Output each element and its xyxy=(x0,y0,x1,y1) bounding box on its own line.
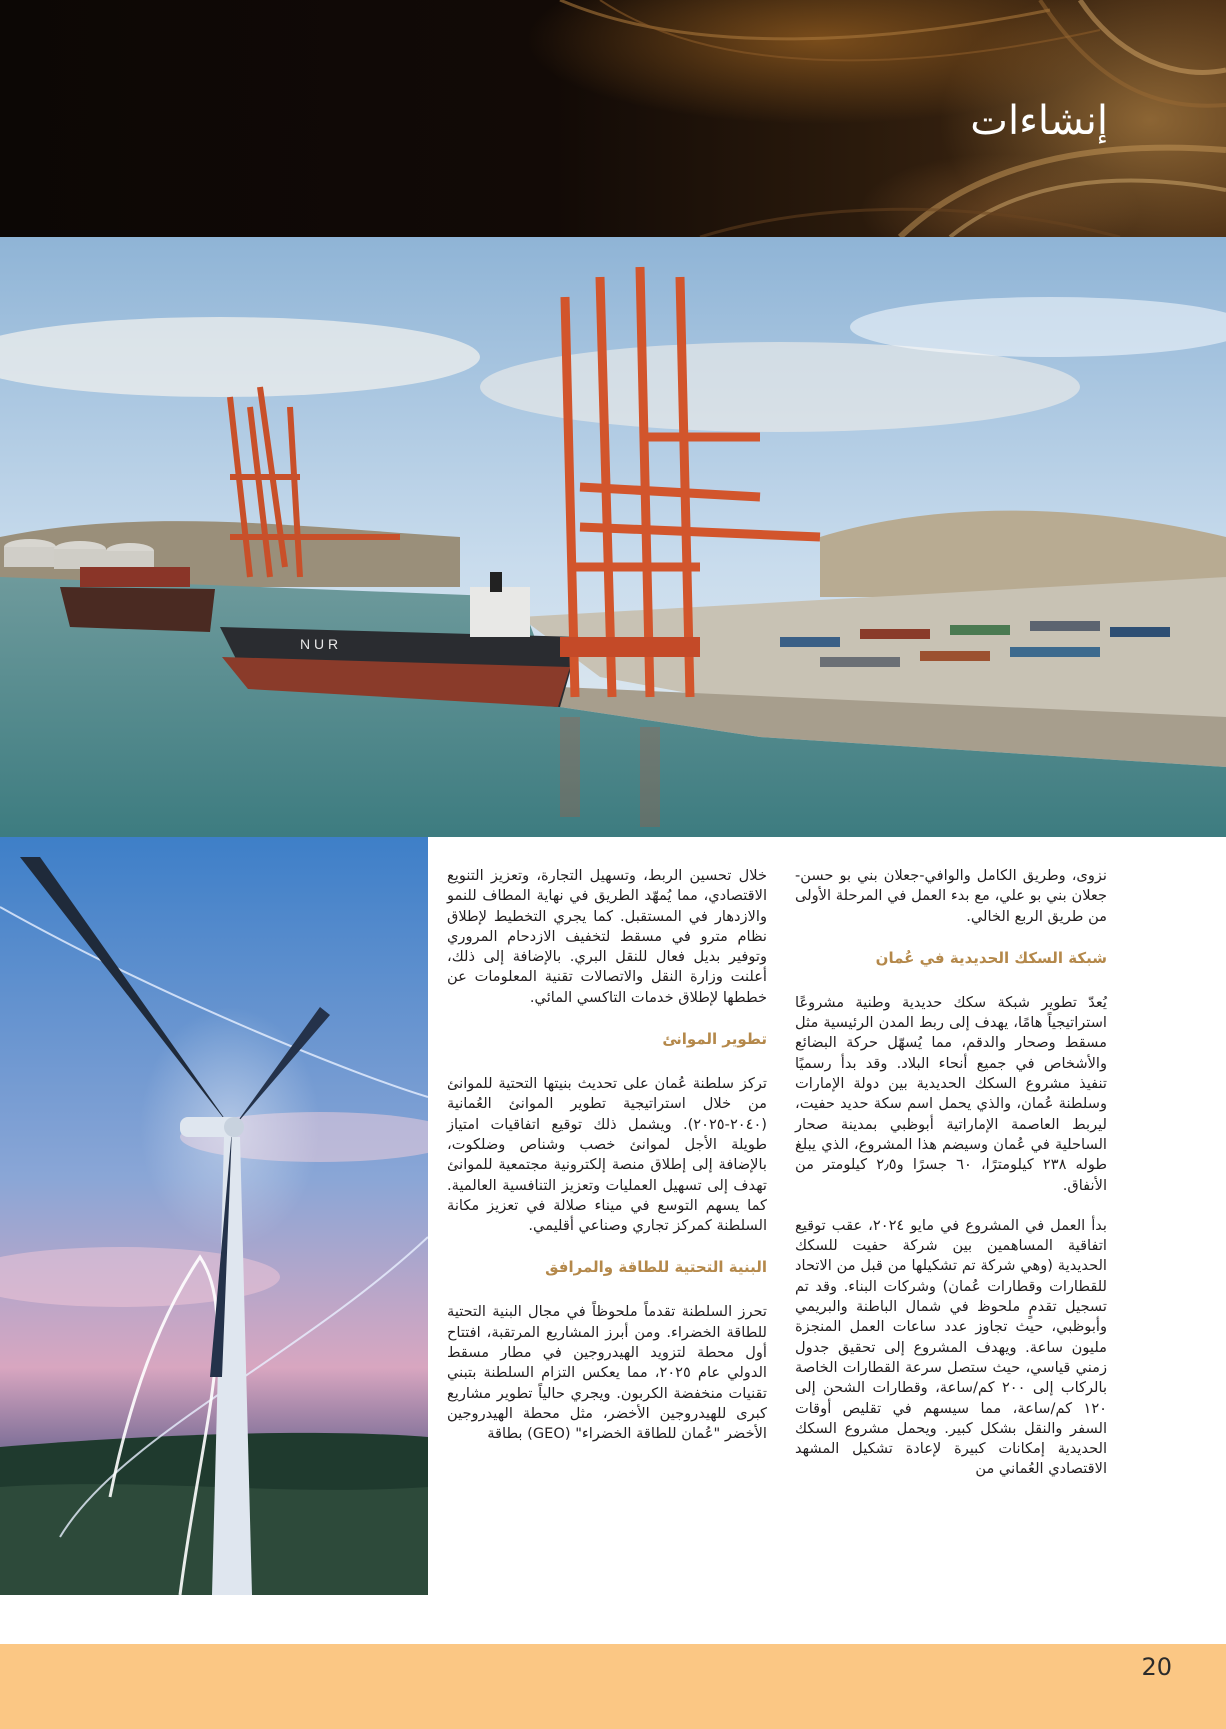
port-photo xyxy=(0,237,1226,837)
header-band xyxy=(0,0,1226,237)
section-title: إنشاءات xyxy=(970,98,1108,144)
footer-band xyxy=(0,1644,1226,1729)
heading-energy-infrastructure: البنية التحتية للطاقة والمرافق xyxy=(545,1258,767,1277)
page-number: 20 xyxy=(1141,1653,1172,1681)
heading-railway-network: شبكة السكك الحديدية في عُمان xyxy=(875,948,1107,967)
paragraph: تحرز السلطنة تقدماً ملحوظاً في مجال البنية التحتية للطاقة الخضراء. ومن أبرز المشاريع المرتقبة، افتتاح أول محطة لتزويد الهيدروجين في مطار مسقط الدولي عام ٢٠٢٥، مما يعكس التزام السلطنة بتبني تقنيات منخفضة الكربون. ويجري حالياً تطوير مشاريع كبرى للهيدروجين الأخضر، مثل محطة الهيدروجين الأخضر "عُمان للطاقة الخضراء" (GEO) بطاقة xyxy=(447,1303,767,1443)
heading-ports-development: تطوير الموانئ xyxy=(662,1030,767,1049)
ship-hull-text: N U R xyxy=(300,636,339,652)
paragraph: بدأ العمل في المشروع في مايو ٢٠٢٤، عقب توقيع اتفاقية المساهمين بين شركة حفيت للسكك الحديدية (وهي شركة تم تشكيلها من قبل من الاتحاد للقطارات وقطارات عُمان) وشركات البناء. وقد تم تسجيل تقدمٍ ملحوظ في شمال الباطنة والبريمي وأبوظبي، حيث تجاوز عدد ساعات العمل المنجزة مليون ساعة. ويهدف المشروع إلى تحقيق جدول زمني قياسي، حيث ستصل سرعة القطارات الخاصة بالركاب إلى ٢٠٠ كم/ساعة، وقطارات الشحن إلى ١٢٠ كم/ساعة، مما سيسهم في تقليص أوقات السفر والنقل بشكل كبير. ويحمل مشروع السكك الحديدية إمكانات كبيرة لإعادة تشكيل المشهد الاقتصادي العُماني من xyxy=(795,1216,1107,1478)
paragraph: يُعدّ تطوير شبكة سكك حديدية وطنية مشروعًا استراتيجياً هامًا، يهدف إلى ربط المدن الرئيسية مثل مسقط وصحار والدقم، مما يُسهّل حركة البضائع والأشخاص في جميع أنحاء البلاد. وقد بدأ رسميًا تنفيذ مشروع السكك الحديدية بين دولة الإمارات وسلطنة عُمان، والذي يحمل اسم سكة حديد حفيت، ليربط العاصمة الإماراتية أبوظبي بمدينة صحار الساحلية في عُمان وسيضم هذا المشروع، الذي يبلغ طوله ٢٣٨ كيلومترًا، ٦٠ جسرًا و٢٫٥ كيلومتر من الأنفاق. xyxy=(795,993,1107,1194)
wind-turbine-photo xyxy=(0,837,428,1595)
text-column-right xyxy=(795,866,1107,1500)
paragraph: نزوى، وطريق الكامل والوافي-جعلان بني بو حسن-جعلان بني بو علي، مع بدء العمل في المرحلة الأولى من طريق الربع الخالي. xyxy=(795,867,1107,925)
paragraph: تركز سلطنة عُمان على تحديث بنيتها التحتية للموانئ من خلال استراتيجية تطوير الموانئ العُمانية (٢٠٤٠-٢٠٢٥). ويشمل ذلك توقيع اتفاقيات امتياز طويلة الأجل لموانئ خصب وشناص وضلكوت، بالإضافة إلى إطلاق منصة إلكترونية مجتمعية للموانئ تهدف إلى تسهيل العمليات وتعزيز التنافسية العالمية. كما يسهم التوسع في ميناء صلالة في تعزيز مكانة السلطنة كمركز تجاري وصناعي أقليمي. xyxy=(447,1075,767,1235)
paragraph: خلال تحسين الربط، وتسهيل التجارة، وتعزيز التنويع الاقتصادي، مما يُمهّد الطريق في نهاية المطاف للنمو والازدهار في المستقبل. كما يجري التخطيط لإطلاق نظام مترو في مسقط لتخفيف الازدحام المروري وتوفير بديل فعال للنقل البري. بالإضافة إلى ذلك، أعلنت وزارة النقل والاتصالات تقنية المعلومات عن خططها لإطلاق خدمات التاكسي المائي. xyxy=(447,867,767,1006)
wind-turbine-illustration xyxy=(0,837,428,1595)
port-illustration xyxy=(0,237,1226,837)
text-column-left xyxy=(447,866,767,1465)
